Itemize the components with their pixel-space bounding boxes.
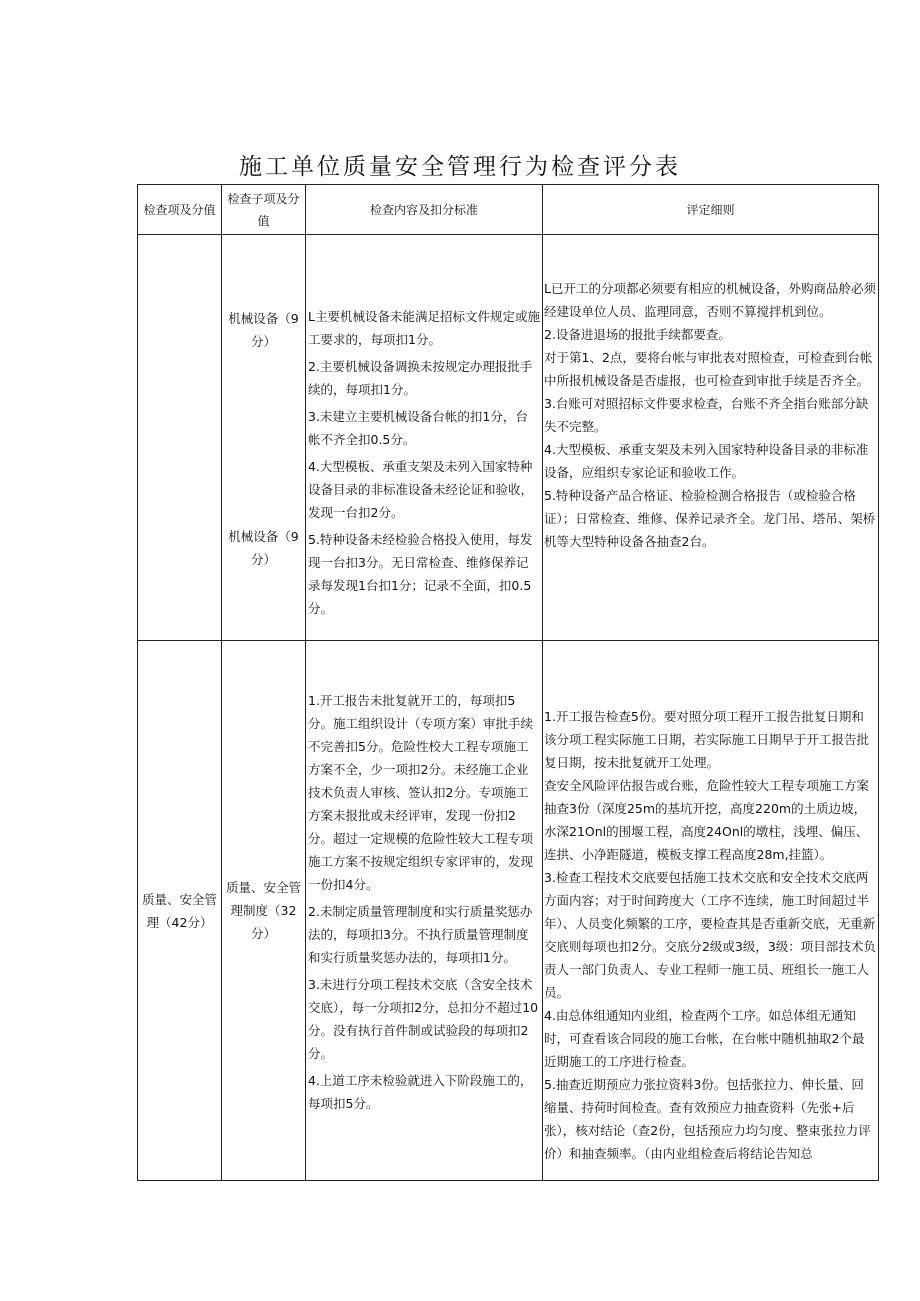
header-item: 检查项及分值 xyxy=(138,185,222,235)
cell-criteria xyxy=(543,235,879,641)
content-line: 1.开工报告未批复就开工的，每项扣5分。施工组织设计（专项方案）审批手续不完善扣5分。危险性校大工程专项施工方案不全，少一项扣2分。未经施工企业技术负责人审核、签认扣2分。专项施工方案未报批或未经评审，发现一份扣2分。超过一定规模的危险性较大工程专项施工方案不按规定组织专家评审的，发现一份扣4分。 xyxy=(308,693,534,892)
header-criteria: 评定细则 xyxy=(543,185,879,235)
page-title: 施工单位质量安全管理行为检查评分表 xyxy=(239,154,681,180)
cell-content xyxy=(306,235,543,641)
content-line: 4.大型模板、承重支架及未列入国家特种设备目录的非标准设备未经论证和验收，发现一台扣2分。 xyxy=(308,459,534,520)
criteria-line: 3.台账可对照招标文件要求检查，台账不齐全指台账部分缺失不完整。 xyxy=(544,396,869,434)
table-header-row xyxy=(138,185,879,235)
header-subitem: 检查子项及分值 xyxy=(222,185,306,235)
subitem-label-bottom: 机械设备（9分） xyxy=(228,529,299,567)
criteria-line: 查安全风险评估报告或台账，危险性较大工程专项施工方案抽查3份（深度25m的基坑开挖，高度220m的土质边坡，水深21Onl的围堰工程，高度24Onl的墩柱，浅埋、偏压、连拱、小净距隧道，模板支撑工程高度28m,挂篮）。 xyxy=(544,778,870,862)
cell-subitem xyxy=(222,235,306,641)
table-row-machinery xyxy=(138,235,879,641)
score-table xyxy=(137,184,879,1181)
cell-subitem: 质量、安全管理制度（32分） xyxy=(222,641,306,1181)
criteria-line: 对于第1、2点，要将台帐与审批表对照检查，可检查到台帐中所报机械设备是否虚报，也可检查到审批手续是否齐全。 xyxy=(544,350,873,388)
header-content: 检查内容及扣分标准 xyxy=(306,185,543,235)
content-line: 4.上道工序未检验就进入下阶段施工的，每项扣5分。 xyxy=(308,1073,533,1111)
criteria-line: 1.开工报告检查5份。要对照分项工程开工报告批复日期和该分项工程实际施工日期，若实际施工日期早于开工报告批复日期，按未批复就开工处理。 xyxy=(544,709,870,770)
criteria-line: L已开工的分项都必须要有相应的机械设备，外购商品舲必须经建设单位人员、监理同意，否则不算搅拌机到位。 xyxy=(544,281,876,319)
content-line: 3.未进行分项工程技术交底（含安全技术交底），每一分项扣2分，总扣分不超过10分。没有执行首件制或试验段的每项扣2分。 xyxy=(308,977,539,1061)
criteria-line: 4.由总体组通知内业组，检查两个工序。如总体组无通知时，可查看该合同段的施工台帐，在台帐中随机抽取2个最近期施工的工序进行检查。 xyxy=(544,1008,865,1069)
cell-item xyxy=(138,235,222,641)
criteria-line: 3.检查工程技术交底要包括施工技术交底和安全技术交底两方面内容；对于时间跨度大（工序不连续，施工时间超过半年）、人员变化频繁的工序，要检查其是否重新交底，无重新交底则每项也扣2分。交底分2级或3级，3级：项目部技术负责人一部门负责人、专业工程师一施工员、班组长一施工人员。 xyxy=(544,870,876,1000)
table-row-quality-safety xyxy=(138,641,879,1181)
content-line: 2.主要机械设备调换未按规定办理报批手续的，每项扣1分。 xyxy=(308,359,533,397)
criteria-line: 2.设备进退场的报批手续都要查。 xyxy=(544,327,731,342)
content-line: 5.特种设备未经检验合格投入使用，每发现一台扣3分。无日常检查、维修保养记录每发现1台扣1分；记录不全面，扣0.5分。 xyxy=(308,532,533,616)
content-line: L主要机械设备未能满足招标文件规定或施工要求的，每项扣1分。 xyxy=(308,309,540,347)
subitem-label-top: 机械设备（9分） xyxy=(228,311,299,349)
criteria-line: 4.大型模板、承重支架及未列入国家特种设备目录的非标准设备，应组织专家论证和验收工作。 xyxy=(544,442,869,480)
content-line: 3.未建立主要机械设备台帐的扣1分，台帐不齐全扣0.5分。 xyxy=(308,409,528,447)
content-line: 2.未制定质量管理制度和实行质量奖惩办法的，每项扣3分。不执行质量管理制度和实行质量奖惩办法的，每项扣1分。 xyxy=(308,904,533,965)
criteria-line: 5.特种设备产品合格证、检验检测合格报告（或检验合格证）；日常检查、维修、保养记录齐全。龙门吊、塔吊、架桥机等大型特种设备各抽查2台。 xyxy=(544,488,876,549)
cell-content xyxy=(306,641,543,1181)
criteria-line: 5.抽查近期预应力张拉资料3份。包括张拉力、伸长量、回缩量、持荷时间检查。查有效预应力抽查资料（先张+后张），核对结论（查2份，包括预应力均匀度、整束张拉力评价）和抽查频率。（由内业组检查后将结论告知总 xyxy=(544,1077,871,1161)
cell-item: 质量、安全管理（42分） xyxy=(138,641,222,1181)
cell-criteria xyxy=(543,641,879,1181)
